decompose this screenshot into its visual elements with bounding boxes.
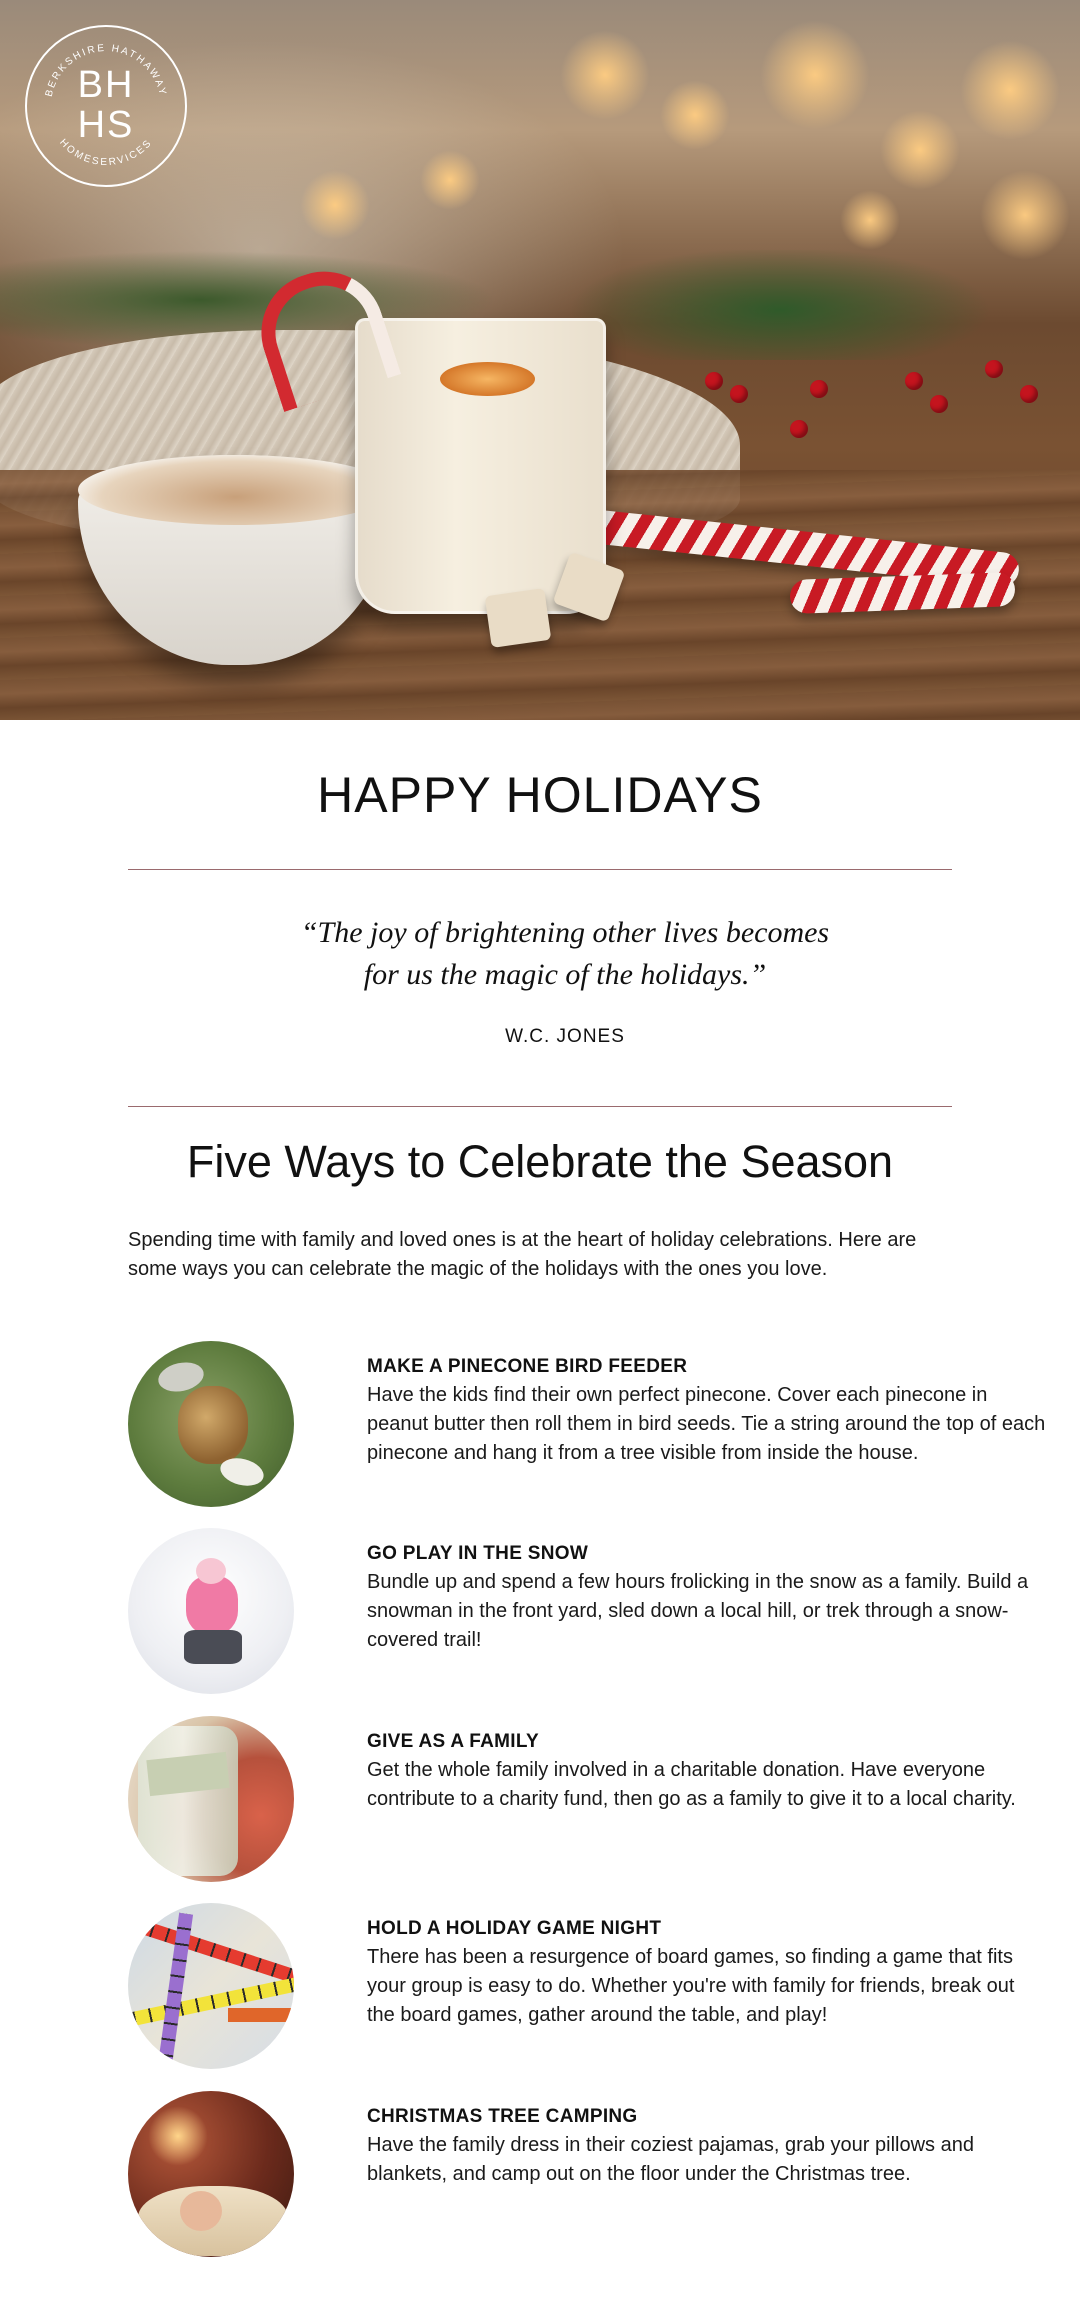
list-item-title: MAKE A PINECONE BIRD FEEDER: [367, 1356, 688, 1377]
holly-berry: [930, 395, 948, 413]
list-item-body: Have the kids find their own perfect pinecone. Cover each pinecone in peanut butter then roll them in bird seeds. Tie a string around the top of each pinecone and hang it from a tree visible from inside the house.: [367, 1384, 1046, 1464]
quote: [200, 912, 930, 996]
hero-bokeh-light: [300, 170, 370, 240]
game-track: [228, 2008, 294, 2022]
list-item-body: Bundle up and spend a few hours frolicking in the snow as a family. Build a snowman in the front yard, sled down a local hill, or trek through a snow-covered trail!: [367, 1571, 1029, 1651]
list-item-body: Have the family dress in their coziest pajamas, grab your pillows and blankets, and camp out on the floor under the Christmas tree.: [367, 2134, 974, 2185]
bowl-treats: [78, 455, 393, 525]
bird-bottom: [218, 1454, 267, 1490]
snow-angel-photo: [128, 1528, 294, 1694]
holly-berry: [730, 385, 748, 403]
list-item-text: [367, 1353, 1047, 1468]
sugar-cube: [485, 588, 552, 648]
list-item-title: GO PLAY IN THE SNOW: [367, 1543, 589, 1564]
board-game-photo: [128, 1903, 294, 2069]
holly-berry: [705, 372, 723, 390]
list-item-text: [367, 1915, 1047, 2030]
pinecone: [178, 1386, 248, 1464]
list-item-body: Get the whole family involved in a charitable donation. Have everyone contribute to a charity fund, then go as a family to give it to a local charity.: [367, 1759, 1016, 1810]
page-title: HAPPY HOLIDAYS: [317, 767, 763, 823]
list-item-text: [367, 1728, 1047, 1814]
holly-berry: [985, 360, 1003, 378]
bird-feeder-photo: [128, 1341, 294, 1507]
holly-berry: [810, 380, 828, 398]
section-intro: Spending time with family and loved ones is at the heart of holiday celebrations. Here are some ways you can celebrate the magic of the holidays with the ones you love.: [128, 1229, 917, 1280]
hero-bokeh-light: [960, 40, 1060, 140]
game-track: [128, 1914, 294, 1986]
holly-berry: [790, 420, 808, 438]
quote-author: W.C. JONES: [505, 1026, 625, 1047]
child-jacket: [186, 1576, 238, 1634]
jar: [138, 1726, 238, 1876]
list-item-title: HOLD A HOLIDAY GAME NIGHT: [367, 1918, 662, 1939]
child-face: [180, 2191, 222, 2231]
hero-bokeh-light: [880, 110, 960, 190]
hero-bokeh-light: [660, 80, 730, 150]
hero-bokeh-light: [760, 20, 870, 130]
money-jar-photo: [128, 1716, 294, 1882]
tree-camping-photo: [128, 2091, 294, 2257]
bhhs-logo: [25, 25, 187, 187]
hero-bokeh-light: [980, 170, 1070, 260]
hero-image: [0, 0, 1080, 720]
list-item-title: CHRISTMAS TREE CAMPING: [367, 2106, 638, 2127]
holly-berry: [905, 372, 923, 390]
list-item-body: There has been a resurgence of board games, so finding a game that fits your group is easy to do. Whether you're with family for friends, break out the board games, gather around the table, and play!: [367, 1946, 1015, 2026]
quote-line1: “The joy of brightening other lives becomes: [300, 916, 830, 949]
divider: [128, 869, 952, 870]
logo-monogram: [27, 65, 185, 145]
child-hat: [196, 1558, 226, 1584]
list-item-text: [367, 2103, 1047, 2189]
list-item-title: GIVE AS A FAMILY: [367, 1731, 539, 1752]
hero-bokeh-light: [840, 190, 900, 250]
hero-bokeh-light: [560, 30, 650, 120]
svg-text:BERKSHIRE HATHAWAY: BERKSHIRE HATHAWAY: [43, 42, 169, 98]
section-title: Five Ways to Celebrate the Season: [186, 1136, 894, 1187]
orange-slice: [440, 362, 535, 396]
hero-bokeh-light: [420, 150, 480, 210]
child-pants: [184, 1630, 242, 1664]
list-item-text: [367, 1540, 1047, 1655]
divider: [128, 1106, 952, 1107]
quote-line2: for us the magic of the holidays.”: [363, 958, 767, 991]
logo-monogram-line2: HS: [77, 104, 135, 146]
tree-lights: [148, 2106, 208, 2166]
logo-monogram-line1: BH: [77, 64, 135, 106]
holly-berry: [1020, 385, 1038, 403]
svg-text:HOMESERVICES: HOMESERVICES: [57, 137, 155, 169]
